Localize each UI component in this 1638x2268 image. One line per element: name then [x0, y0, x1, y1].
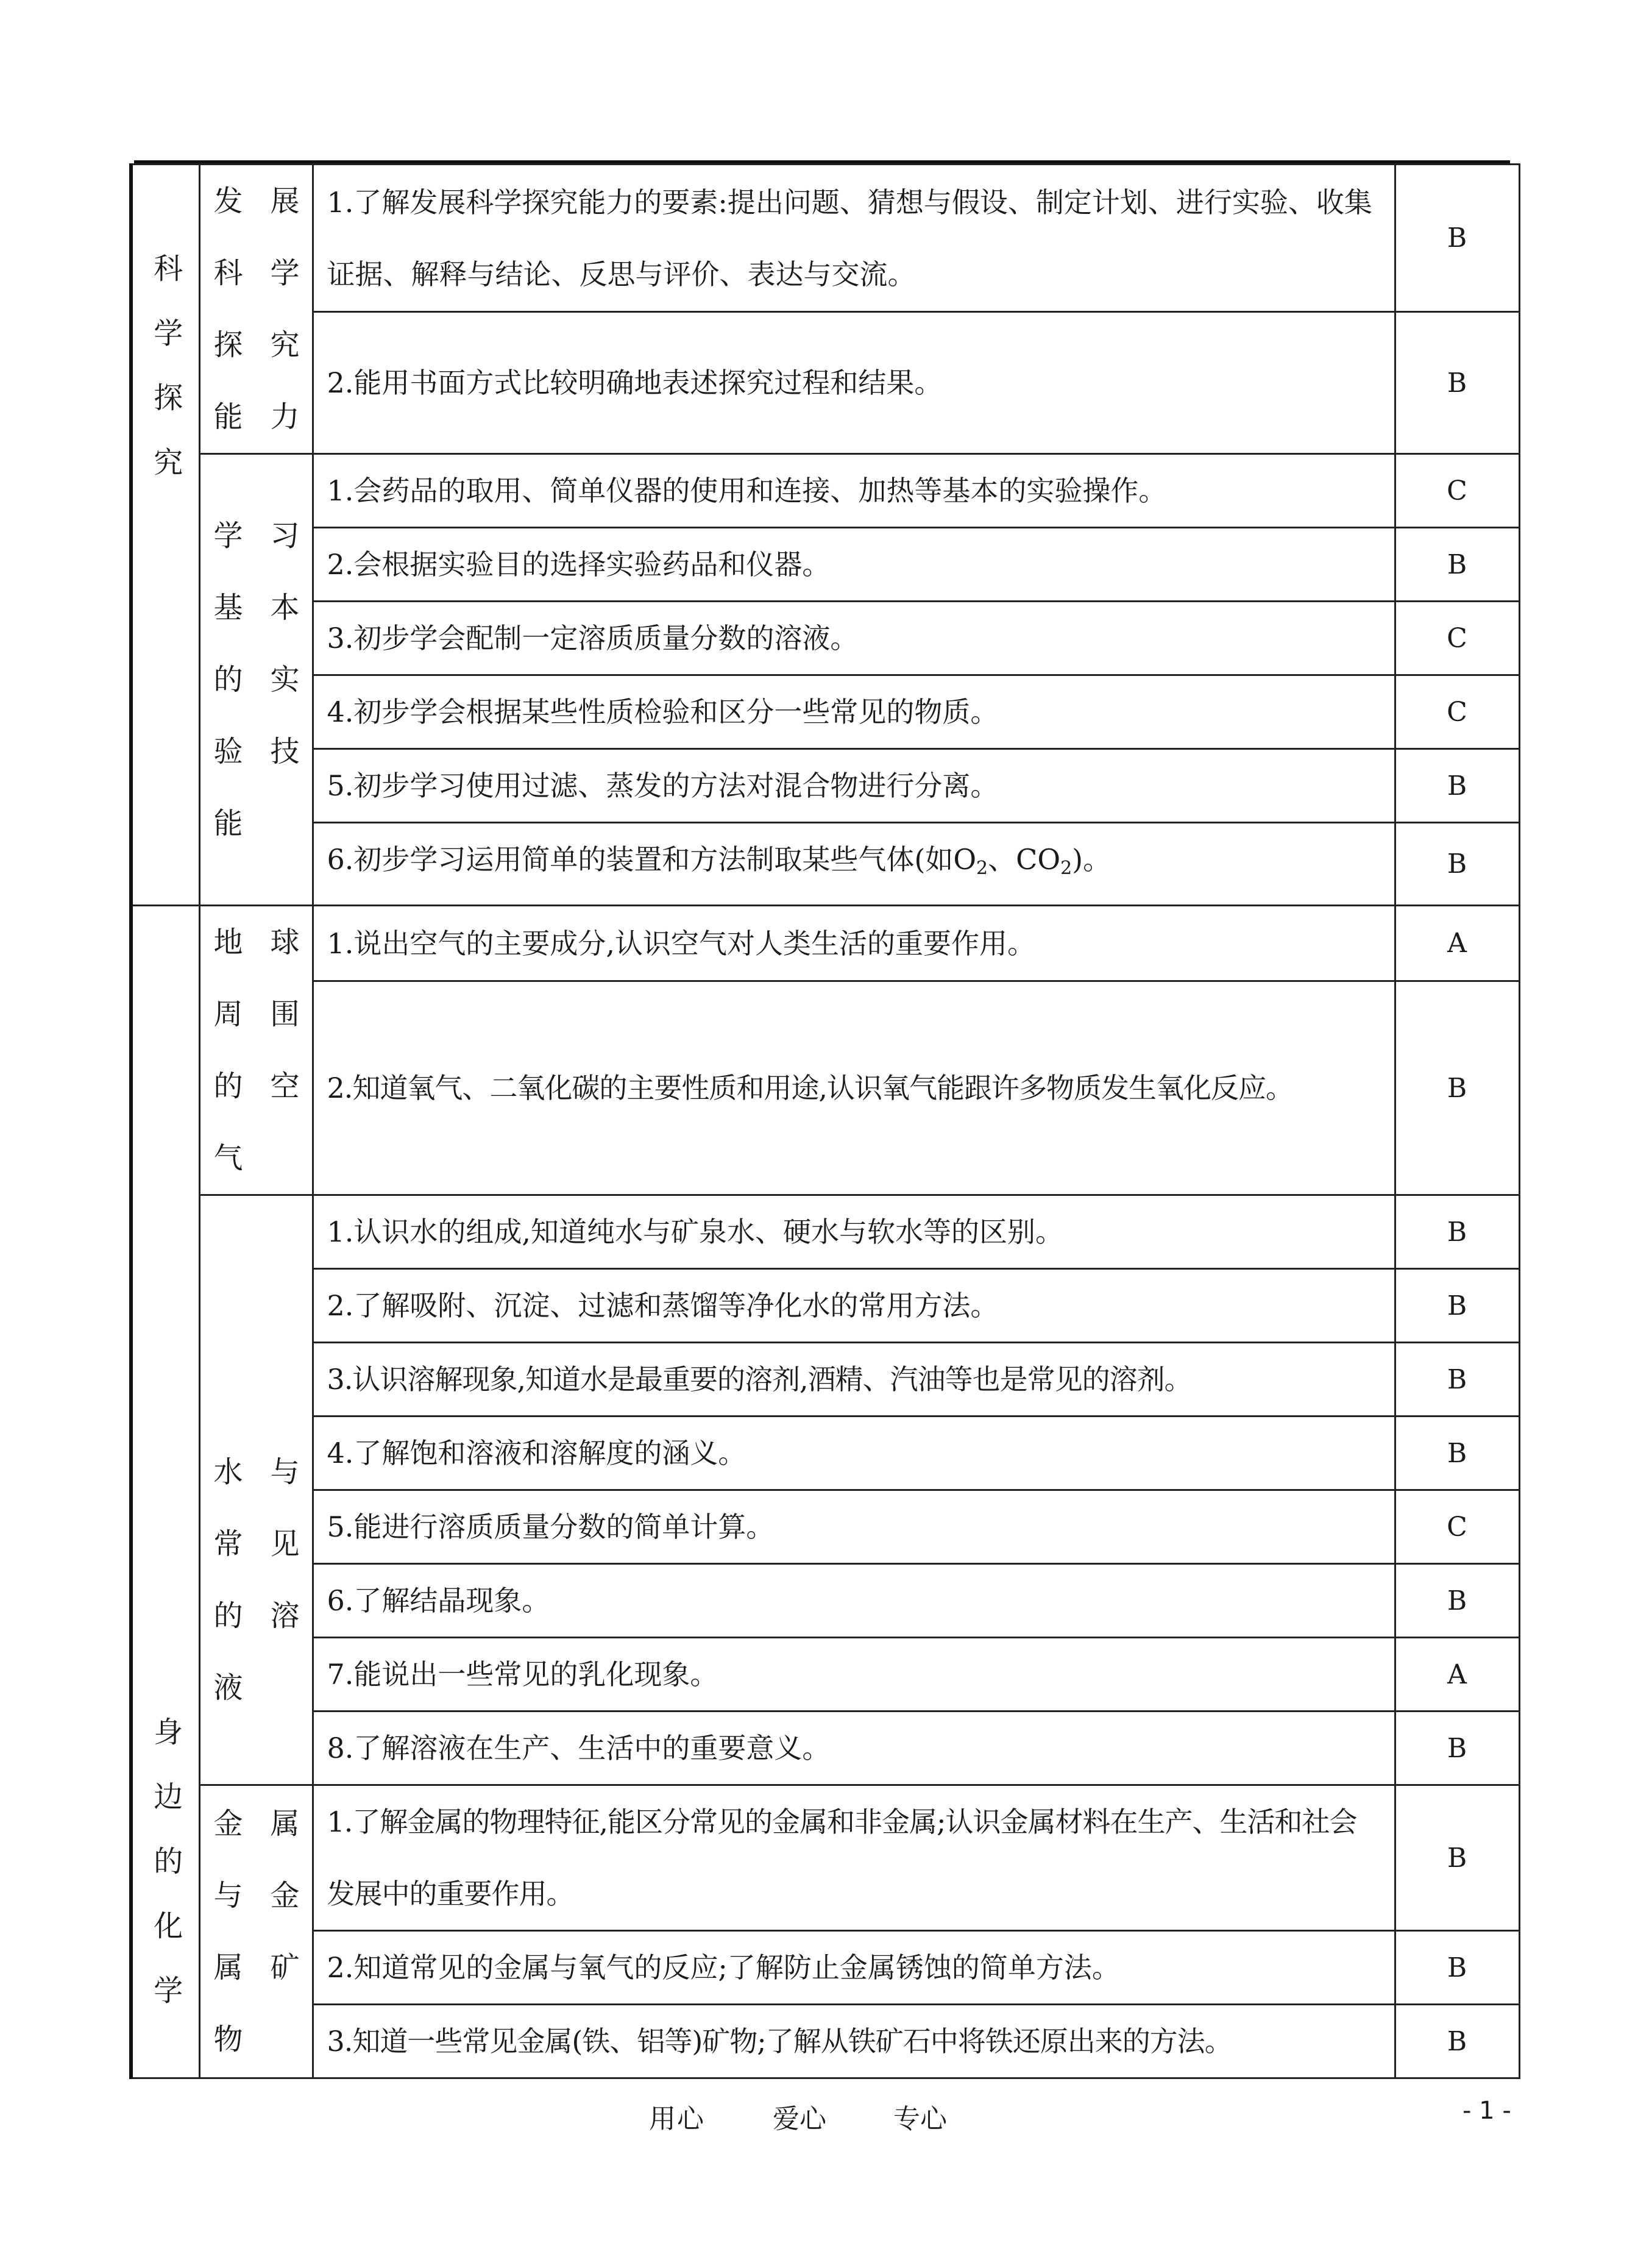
- table-row: [131, 1712, 1519, 1785]
- content-cell: [313, 1712, 1395, 1785]
- level-cell: B: [1395, 1343, 1519, 1417]
- content-text-part: 6.初步学习运用简单的装置和方法制取某些气体(如O: [327, 843, 977, 876]
- content-cell: [313, 1638, 1395, 1712]
- level-cell: B: [1395, 1931, 1519, 2005]
- level-cell: A: [1395, 906, 1519, 981]
- area-cell-science-inquiry: [131, 165, 199, 906]
- content-text: 1.了解金属的物理特征,能区分常见的金属和非金属;认识金属材料在生产、生活和社会发展中的重要作用。: [327, 1805, 1357, 1910]
- content-text: 6.了解结晶现象。: [327, 1584, 550, 1617]
- level-cell: A: [1395, 1638, 1519, 1712]
- level-cell: B: [1395, 823, 1519, 906]
- content-text: 1.了解发展科学探究能力的要素:提出问题、猜想与假设、制定计划、进行实验、收集证据、解释与结论、反思与评价、表达与交流。: [327, 185, 1372, 291]
- table-row: [131, 1564, 1519, 1638]
- level-cell: B: [1395, 1195, 1519, 1269]
- table-row: [131, 1417, 1519, 1490]
- content-cell: [313, 906, 1395, 981]
- topic-cell: [199, 1785, 313, 2078]
- level-cell: B: [1395, 981, 1519, 1195]
- topic-label: 地球周围的空气: [213, 925, 300, 1175]
- topic-label: 学习基本的实验技能: [213, 519, 300, 841]
- table-row: [131, 1931, 1519, 2005]
- topic-cell: [199, 906, 313, 1195]
- table-row: [131, 1785, 1519, 1931]
- content-cell: [313, 1931, 1395, 2005]
- level-cell: B: [1395, 1785, 1519, 1931]
- table-row: [131, 1490, 1519, 1564]
- level-cell: B: [1395, 1269, 1519, 1343]
- content-cell: [313, 823, 1395, 906]
- content-text: 8.了解溶液在生产、生活中的重要意义。: [327, 1732, 831, 1765]
- content-text: 3.初步学会配制一定溶质质量分数的溶液。: [327, 622, 859, 655]
- content-text: [314, 823, 1394, 905]
- content-cell: [313, 2005, 1395, 2078]
- table-row: [131, 454, 1519, 528]
- level-cell: B: [1395, 165, 1519, 312]
- topic-cell: [199, 1195, 313, 1785]
- level-cell: B: [1395, 528, 1519, 602]
- level-cell: C: [1395, 1490, 1519, 1564]
- footer-motto-2: 爱心: [773, 2103, 826, 2135]
- content-cell: [313, 528, 1395, 602]
- topic-cell: [199, 454, 313, 906]
- topic-cell: [199, 165, 313, 454]
- content-cell: [313, 1343, 1395, 1417]
- content-cell: [313, 165, 1395, 312]
- area-cell-chemistry-around-us: [131, 906, 199, 2078]
- content-text: 1.说出空气的主要成分,认识空气对人类生活的重要作用。: [327, 926, 1036, 960]
- topic-label: 金属与金属矿物: [213, 1807, 300, 2056]
- content-cell: [313, 675, 1395, 749]
- level-cell: C: [1395, 454, 1519, 528]
- content-text: 2.了解吸附、沉淀、过滤和蒸馏等净化水的常用方法。: [327, 1289, 999, 1322]
- area-label: 身边的化学: [148, 1716, 183, 2039]
- table-row: [131, 165, 1519, 312]
- content-cell: [313, 1564, 1395, 1638]
- content-cell: [313, 454, 1395, 528]
- level-cell: C: [1395, 675, 1519, 749]
- table-row: [131, 1343, 1519, 1417]
- content-cell: [313, 981, 1395, 1195]
- content-text: 5.初步学习使用过滤、蒸发的方法对混合物进行分离。: [327, 769, 999, 802]
- content-cell: [313, 1195, 1395, 1269]
- page-number: - 1 -: [1462, 2097, 1511, 2125]
- level-cell: B: [1395, 1712, 1519, 1785]
- content-text: 3.知道一些常见金属(铁、铝等)矿物;了解从铁矿石中将铁还原出来的方法。: [327, 2025, 1232, 2058]
- content-text: 4.初步学会根据某些性质检验和区分一些常见的物质。: [327, 695, 999, 728]
- topic-label: 水与常见的溶液: [213, 1455, 300, 1705]
- content-text: 1.认识水的组成,知道纯水与矿泉水、硬水与软水等的区别。: [327, 1215, 1064, 1248]
- content-text: 1.会药品的取用、简单仪器的使用和连接、加热等基本的实验操作。: [327, 474, 1167, 507]
- table-row: [131, 981, 1519, 1195]
- table-row: [131, 2005, 1519, 2078]
- table-row: [131, 823, 1519, 906]
- table-row: [131, 1638, 1519, 1712]
- content-text: 2.知道氧气、二氧化碳的主要性质和用途,认识氧气能跟许多物质发生氧化反应。: [327, 1072, 1294, 1105]
- level-cell: C: [1395, 602, 1519, 675]
- footer-motto-3: 专心: [893, 2103, 947, 2135]
- level-cell: B: [1395, 312, 1519, 454]
- subscript: 2: [976, 858, 988, 879]
- subscript: 2: [1060, 858, 1072, 879]
- content-cell: [313, 749, 1395, 823]
- content-text-part: 、CO: [988, 843, 1061, 876]
- content-text: 7.能说出一些常见的乳化现象。: [327, 1658, 718, 1691]
- syllabus-table: [129, 163, 1520, 2079]
- table-row: [131, 749, 1519, 823]
- topic-label: 发展科学探究能力: [213, 184, 300, 434]
- content-cell: [313, 1785, 1395, 1931]
- area-label: 科学探究: [148, 253, 183, 511]
- content-cell: [313, 1269, 1395, 1343]
- page-footer: [0, 2097, 1638, 2133]
- level-cell: B: [1395, 749, 1519, 823]
- level-cell: B: [1395, 1417, 1519, 1490]
- table-row: [131, 528, 1519, 602]
- content-text-part: )。: [1072, 843, 1112, 876]
- table-row: [131, 602, 1519, 675]
- content-text: 2.会根据实验目的选择实验药品和仪器。: [327, 548, 831, 581]
- content-text: 2.知道常见的金属与氧气的反应;了解防止金属锈蚀的简单方法。: [327, 1951, 1120, 1984]
- table-row: [131, 906, 1519, 981]
- table-row: [131, 1195, 1519, 1269]
- content-text: 2.能用书面方式比较明确地表述探究过程和结果。: [327, 366, 943, 400]
- content-cell: [313, 312, 1395, 454]
- level-cell: B: [1395, 2005, 1519, 2078]
- level-cell: B: [1395, 1564, 1519, 1638]
- content-text: 3.认识溶解现象,知道水是最重要的溶剂,酒精、汽油等也是常见的溶剂。: [327, 1363, 1192, 1396]
- content-cell: [313, 1417, 1395, 1490]
- content-cell: [313, 602, 1395, 675]
- content-text: 4.了解饱和溶液和溶解度的涵义。: [327, 1437, 746, 1470]
- footer-motto-1: 用心: [649, 2103, 705, 2135]
- table-row: [131, 675, 1519, 749]
- table-row: [131, 1269, 1519, 1343]
- table-row: [131, 312, 1519, 454]
- content-cell: [313, 1490, 1395, 1564]
- content-text: 5.能进行溶质质量分数的简单计算。: [327, 1510, 775, 1543]
